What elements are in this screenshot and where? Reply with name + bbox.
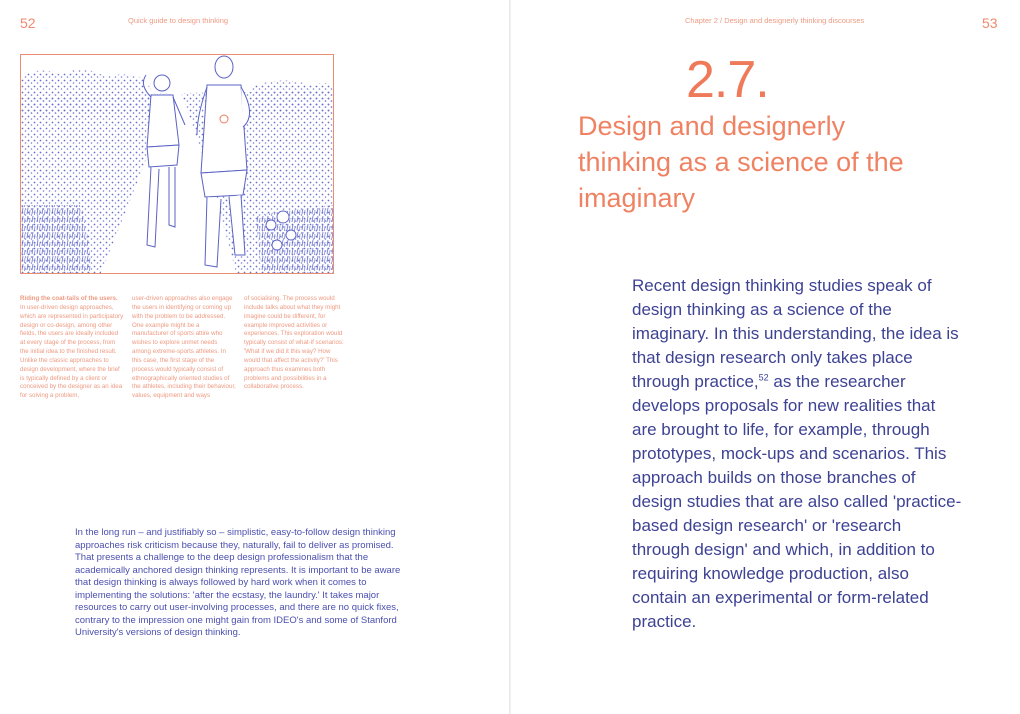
body-text-part-2: as the researcher develops proposals for new realities that are brought to life, for example, through prototypes, mock-ups and scenarios. This approach builds on those branches of design studies that are also called 'practice-based design research' or 'research through design' and which, in addition to requiring knowledge production, also contain an experimental or form-related practice.: [632, 372, 962, 631]
body-text-part-1: Recent design thinking studies speak of design thinking as a science of the imaginary. In this understanding, the idea is that design research only takes place through practice,: [632, 276, 959, 391]
section-title: Design and designerly thinking as a science of the imaginary: [578, 111, 904, 213]
caption-lead: Riding the coat-tails of the users.: [20, 295, 118, 302]
caption-column-2: user-driven approaches also engage the users in identifying or coming up with the problem to be addressed. One example might be a manufacturer of sports attire who wishes to explore unmet needs among extreme-sports athletes. In this case, the first stage of the process would typically consist of ethnographically oriented studies of the athletes, including their behaviour, values, equipment and ways: [132, 295, 236, 400]
caption-text-1: In user-driven design approaches, which are represented in participatory design or co-design, among other fields, the users are ideally included at every stage of the process, from the initial idea to the finished result. Unlike the classic approaches to design development, where the brief is typically defined by a client or conceived by the designer as an idea for solving a problem,: [20, 303, 124, 400]
caption-column-3: of socialising. The process would include talks about what they might imagine could be different, for example improved activities or experiences. This exploration would typically consist of what-if scenarios: 'What if we did it this way? How would that affect the activity?' This approach thus examines both problems and possibilities in a collaborative process.: [244, 295, 344, 391]
running-head-left: Quick guide to design thinking: [128, 16, 229, 25]
illustration-caption: [20, 295, 350, 401]
caption-column-1: [20, 295, 124, 401]
left-page: [0, 0, 509, 714]
body-paragraph-left: In the long run – and justifiably so – simplistic, easy-to-follow design thinking approaches risk criticism because they, naturally, fail to deliver as promised. That presents a challenge to the deep design professionalism that the academically anchored design thinking represents. It is important to be aware that design thinking is always followed by hard work when it comes to implementing the solutions: 'after the ecstasy, the laundry.' It takes major resources to carry out user-involving processes, and there are no quick fixes, contrary to the impression one might gain from IDEO's and some of Stanford University's versions of design thinking.: [75, 527, 401, 638]
runners-illustration: [20, 54, 334, 274]
section-number: 2.7.: [686, 51, 769, 109]
body-paragraph-right: [632, 274, 962, 634]
page-number-left: 52: [20, 15, 36, 31]
runners-drawing-icon: [21, 55, 333, 273]
footnote-reference[interactable]: 52: [758, 372, 769, 383]
page-number-right: 53: [982, 15, 998, 31]
running-head-right: Chapter 2 / Design and designerly thinking discourses: [685, 16, 865, 25]
